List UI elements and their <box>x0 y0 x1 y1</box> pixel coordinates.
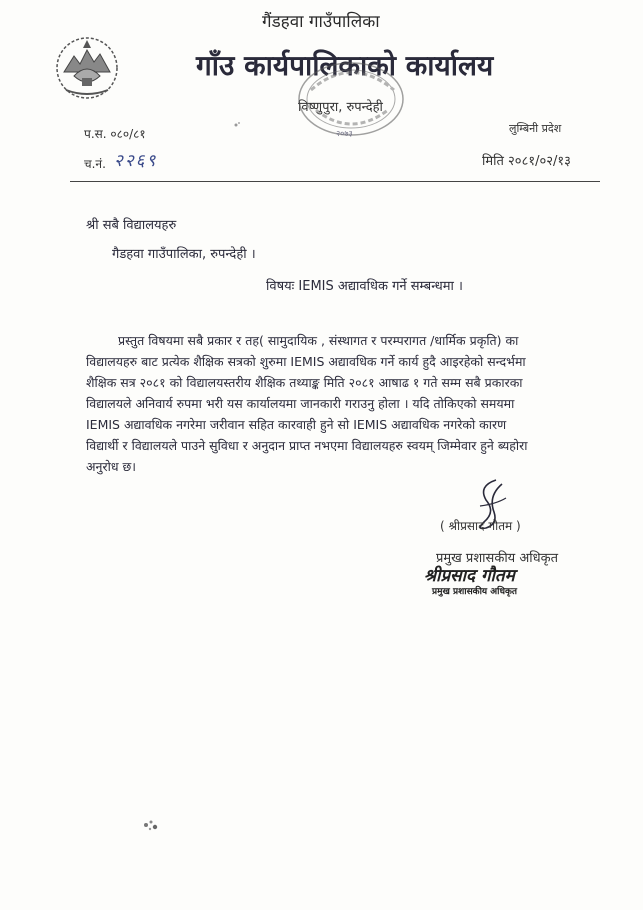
letter-subject: विषयः IEMIS अद्यावधिक गर्ने सम्बन्धमा । <box>266 279 463 294</box>
chalani-label: च.नं. <box>84 157 106 171</box>
specks <box>233 121 241 129</box>
office-address: विष्णुपुरा, रुपन्देही <box>298 100 383 115</box>
signatory-name: ( श्रीप्रसाद गौतम ) <box>440 519 521 533</box>
seal-year: २०७३ <box>336 129 353 138</box>
stamp-title: प्रमुख प्रशासकीय अधिकृत <box>432 587 518 597</box>
header-divider <box>70 181 600 182</box>
office-title: गाँउ कार्यपालिकाको कार्यालय <box>196 49 494 82</box>
recipient-line-2: गैडहवा गाउँपालिका, रुपन्देही । <box>112 247 256 262</box>
body-line: प्रस्तुत विषयमा सबै प्रकार र तह( सामुदायिक , संस्थागत र परम्परागत /धार्मिक प्रकृति) का <box>118 333 519 348</box>
nepal-emblem-icon <box>52 32 122 102</box>
body-line: शैक्षिक सत्र २०८१ को विद्यालयस्तरीय शैक्षिक तथ्याङ्क मिति २०८१ आषाढ १ गते सम्म सबै प्रकारका <box>86 375 523 390</box>
province-label: लुम्बिनी प्रदेश <box>509 122 562 135</box>
body-line: विद्यालयहरु बाट प्रत्येक शैक्षिक सत्रको शुरुमा IEMIS अद्यावधिक गर्ने कार्य हुदै आइरहेको सन्दर्भमा <box>86 354 526 369</box>
letter-body <box>86 330 606 477</box>
body-line: अनुरोध छ। <box>86 459 136 474</box>
chalani-number: २२६९ <box>114 151 158 171</box>
recipient-line-1: श्री सबै विद्यालयहरु <box>86 218 177 233</box>
body-line: विद्यालयले अनिवार्य रुपमा भरी यस कार्यालयमा जानकारी गराउनु होला । यदि तोकिएको समयमा <box>86 396 515 411</box>
patra-sankhya: प.स. ०८०/८१ <box>84 127 146 141</box>
signatory-title: प्रमुख प्रशासकीय अधिकृत <box>436 551 559 566</box>
stamp-name: श्रीप्रसाद गौतम <box>424 566 515 586</box>
body-line: विद्यार्थी र विद्यालयले पाउने सुविधा र अनुदान प्राप्त नभएमा विद्यालयहरु स्वयम् जिम्मेवार हुने ब्यहोरा <box>86 438 528 453</box>
ink-smudge <box>141 816 163 834</box>
municipality-name: गैंडहवा गाउँपालिका <box>262 12 380 32</box>
office-seal <box>296 60 406 138</box>
letter-date: मिति २०८१/०२/१३ <box>482 154 571 169</box>
body-line: IEMIS अद्यावधिक नगरेमा जरीवान सहित कारवाही हुने सो IEMIS अद्यावधिक नगरेको कारण <box>86 417 507 432</box>
